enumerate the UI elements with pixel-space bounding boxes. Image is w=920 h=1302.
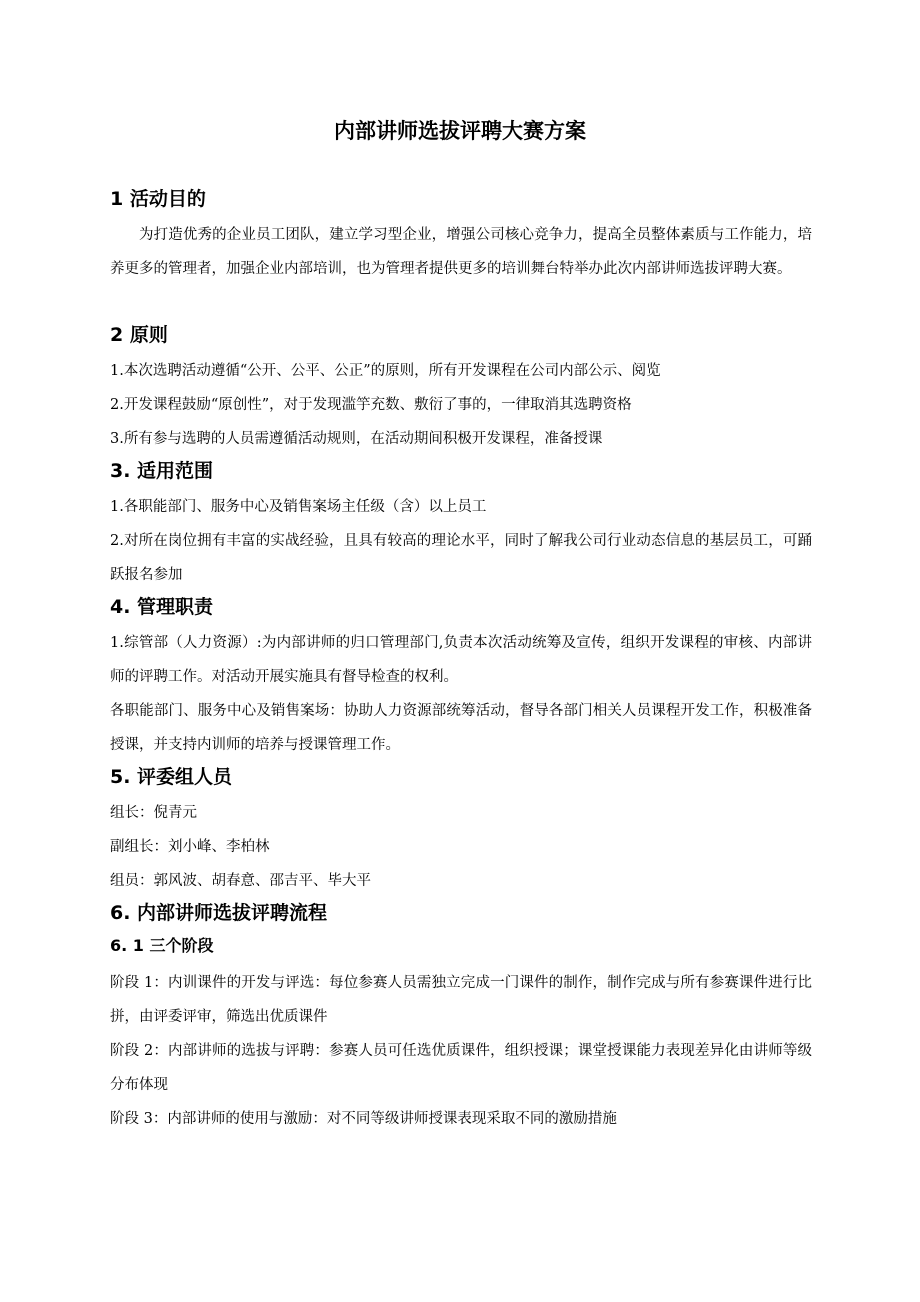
scope-item-2: 2.对所在岗位拥有丰富的实战经验，且具有较高的理论水平，同时了解我公司行业动态信息的基层员工，可踊跃报名参加 — [110, 533, 812, 583]
section-heading-judges: 5. 评委组人员 — [110, 766, 233, 788]
stage-item-3: 阶段 3：内部讲师的使用与激励：对不同等级讲师授课表现采取不同的激励措施 — [110, 1111, 617, 1127]
judge-leader: 组长：倪青元 — [110, 805, 197, 821]
principle-item-2: 2.开发课程鼓励“原创性”，对于发现滥竽充数、敷衍了事的，一律取消其选聘资格 — [110, 397, 632, 413]
section-heading-scope: 3. 适用范围 — [110, 460, 214, 482]
stage-item-2: 阶段 2：内部讲师的选拔与评聘：参赛人员可任选优质课件，组织授课；课堂授课能力表现差异化由讲师等级分布体现 — [110, 1043, 812, 1093]
principle-item-3: 3.所有参与选聘的人员需遵循活动规则，在活动期间积极开发课程，准备授课 — [110, 431, 603, 447]
section-heading-purpose: 1 活动目的 — [110, 188, 206, 210]
section-heading-responsibilities: 4. 管理职责 — [110, 596, 214, 618]
judge-deputy-leaders: 副组长：刘小峰、李柏林 — [110, 839, 270, 855]
section-heading-principles: 2 原则 — [110, 324, 168, 346]
subsection-heading-three-stages: 6. 1 三个阶段 — [110, 936, 214, 955]
responsibility-item-1: 1.综管部（人力资源）:为内部讲师的归口管理部门,负责本次活动统筹及宣传，组织开发课程的审核、内部讲师的评聘工作。对活动开展实施具有督导检查的权利。 — [110, 635, 812, 685]
principle-item-1: 1.本次选聘活动遵循“公开、公平、公正”的原则，所有开发课程在公司内部公示、阅览 — [110, 363, 661, 379]
responsibility-item-2: 各职能部门、服务中心及销售案场：协助人力资源部统筹活动，督导各部门相关人员课程开发工作，积极准备授课，并支持内训师的培养与授课管理工作。 — [110, 703, 812, 753]
stage-item-1: 阶段 1：内训课件的开发与评选：每位参赛人员需独立完成一门课件的制作，制作完成与所有参赛课件进行比拼，由评委评审，筛选出优质课件 — [110, 975, 812, 1025]
section-purpose-paragraph: 为打造优秀的企业员工团队，建立学习型企业，增强公司核心竞争力，提高全员整体素质与工作能力，培养更多的管理者，加强企业内部培训，也为管理者提供更多的培训舞台特举办此次内部讲师选拔评聘大赛。 — [110, 227, 812, 277]
document-title: 内部讲师选拔评聘大赛方案 — [334, 119, 586, 143]
scope-item-1: 1.各职能部门、服务中心及销售案场主任级（含）以上员工 — [110, 499, 487, 515]
judge-members: 组员：郭风波、胡春意、邵吉平、毕大平 — [110, 873, 371, 889]
section-heading-process: 6. 内部讲师选拔评聘流程 — [110, 902, 328, 924]
